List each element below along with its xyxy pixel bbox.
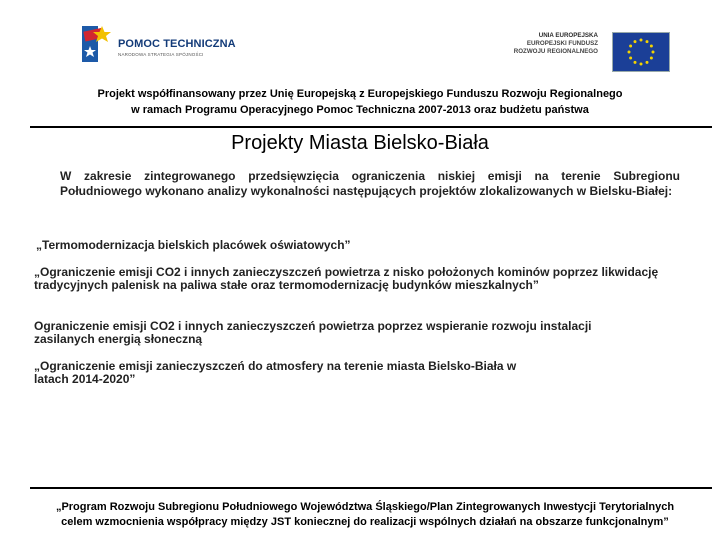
caption-line-1: Projekt współfinansowany przez Unię Europejską z Europejskiego Funduszu Rozwoju Regionalnego (97, 88, 623, 100)
footer-line-2: celem wzmocnienia współpracy między JST koniecznej do realizacji wspólnych działań na obszarze funkcjonalnym” (61, 516, 669, 528)
eu-star-icon (634, 40, 637, 43)
footer (20, 500, 710, 530)
eu-logo (508, 32, 660, 72)
logo-subtitle: NARODOWA STRATEGIA SPÓJNOŚCI (118, 52, 204, 57)
logo-title: POMOC TECHNICZNA (118, 38, 236, 50)
eu-star-icon (629, 45, 632, 48)
eu-logo-line1: UNIA EUROPEJSKA (538, 32, 598, 39)
eu-star-icon (629, 57, 632, 60)
pomoc-techniczna-logo (82, 24, 252, 64)
eu-stars-icon (613, 33, 669, 71)
eu-star-icon (640, 63, 643, 66)
eu-logo-line2: EUROPEJSKI FUNDUSZ (526, 40, 598, 47)
project-item-3: Ograniczenie emisji CO2 i innych zanieczyszczeń powietrza poprzez wspieranie rozwoju instalacji zasilanych energią słoneczną (34, 319, 592, 346)
eu-star-icon (646, 61, 649, 64)
eu-flag-icon (612, 32, 670, 72)
eu-star-icon (628, 51, 631, 54)
intro-paragraph: W zakresie zintegrowanego przedsięwzięcia ograniczenia niskiej emisji na terenie Subregionu Południowego wykonano analizy wykonalności następujących projektów zlokalizowanych w Bielsku-Białej: (60, 169, 680, 198)
eu-star-icon (650, 45, 653, 48)
top-divider (30, 126, 712, 128)
caption-line-2: w ramach Programu Operacyjnego Pomoc Techniczna 2007-2013 oraz budżetu państwa (131, 104, 589, 116)
project-item-1: „Termomodernizacja bielskich placówek oświatowych” (36, 238, 351, 252)
footer-line-1: „Program Rozwoju Subregionu Południowego Województwa Śląskiego/Plan Zintegrowanych Inwestycji Terytorialnych (55, 501, 675, 513)
eu-logo-line3: ROZWOJU REGIONALNEGO (513, 48, 598, 55)
project-item-2: „Ograniczenie emisji CO2 i innych zanieczyszczeń powietrza z nisko położonych kominów poprzez likwidację tradycyjnych palenisk na paliwa stałe oraz termomodernizację budynków mieszkalnych” (34, 265, 659, 292)
eu-logo-text (508, 32, 598, 56)
page-title: Projekty Miasta Bielsko-Biała (231, 132, 489, 154)
eu-star-icon (634, 61, 637, 64)
eu-star-icon (652, 51, 655, 54)
eu-star-icon (640, 39, 643, 42)
star-emblem-icon (82, 24, 116, 64)
cofinancing-caption (60, 86, 660, 118)
eu-star-icon (646, 40, 649, 43)
bottom-divider (30, 487, 712, 489)
project-item-4: „Ograniczenie emisji zanieczyszczeń do atmosfery na terenie miasta Bielsko-Biała w latach 2014-2020” (34, 359, 517, 386)
eu-star-icon (650, 57, 653, 60)
